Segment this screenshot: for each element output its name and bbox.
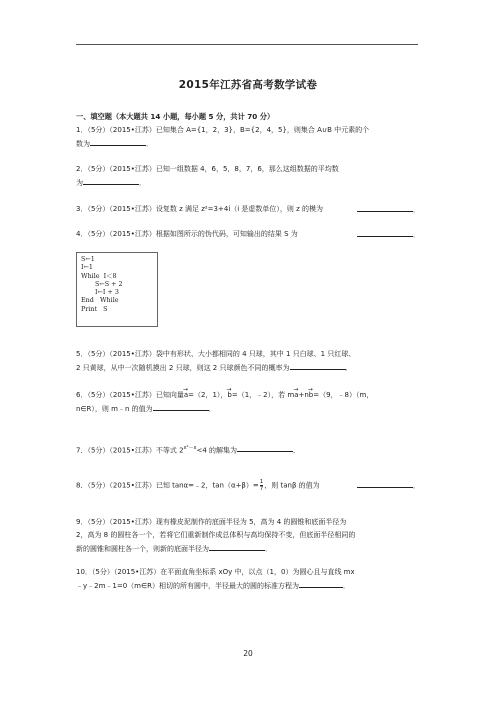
answer-blank xyxy=(209,542,265,551)
question-6: 6．（5分）（2015•江苏）已知向量→ a=（2，1），→ b=（1，﹣2），若 m→ a+n→ b=（9，﹣8）（m， n∈R），则 m﹣n 的值为 ． xyxy=(76,389,420,415)
question-9: 9．（5分）（2015•江苏）现有橡皮泥制作的底面半径为 5，高为 4 的圆锥和底面半径为 2，高为 8 的圆柱各一个，若将它们重新制作成总体积与高均保持不变，但底面半径相同的 新的圆锥和圆柱各一个，则新的底面半径为 ． xyxy=(76,518,356,553)
header-rule xyxy=(76,44,418,45)
question-1: 1．（5分）（2015•江苏）已知集合 A={1，2，3}，B={2，4，5}，则集合 A∪B 中元素的个 数为 ． xyxy=(76,126,370,148)
pseudocode-box xyxy=(76,252,158,327)
answer-blank xyxy=(299,579,343,588)
code-line: S←S + 2 xyxy=(95,279,123,288)
code-line: Print S xyxy=(81,304,108,313)
code-line: While I＜8 xyxy=(81,271,117,280)
answer-blank xyxy=(90,137,146,146)
code-line: I←I + 3 xyxy=(95,288,119,297)
page-number: 20 xyxy=(243,649,253,658)
page-title: 2015年江苏省高考数学试卷 xyxy=(178,79,318,91)
question-10: 10．（5分）（2015•江苏）在平面直角坐标系 xOy 中，以点（1，0）为圆心且与直线 mx ﹣y﹣2m﹣1=0（m∈R）相切的所有圆中，半径最大的圆的标准方程为 ． xyxy=(76,568,355,590)
question-3: 3．（5分）（2015•江苏）设复数 z 满足 z²=3+4i（i 是虚数单位），则 z 的模为 ． xyxy=(76,205,420,214)
vector-b: → b=（1，﹣2），若 m xyxy=(227,389,294,402)
question-8: 8．（5分）（2015•江苏）已知 tanα=﹣2，tan（α+β）= $\frac{1}{7}$ ，则 tanβ 的值为 ． xyxy=(76,479,420,492)
answer-blank xyxy=(357,228,413,237)
question-4: 4．（5分）（2015•江苏）根据如图所示的伪代码，可知输出的结果 S 为 ． xyxy=(76,230,420,239)
code-line: S←1 xyxy=(81,255,95,263)
question-2: 2．（5分）（2015•江苏）已知一组数据 4，6，5，8，7，6，那么这组数据的平均数 为 ． xyxy=(76,165,339,187)
answer-blank xyxy=(237,443,293,452)
answer-blank xyxy=(290,361,346,370)
code-line: End While xyxy=(81,296,119,305)
answer-blank xyxy=(83,176,139,185)
question-5: 5．（5分）（2015•江苏）袋中有形状、大小都相同的 4 只球，其中 1 只白球、1 只红球、 2 只黄球，从中一次随机摸出 2 只球，则这 2 只球颜色不同的概率为 ． xyxy=(76,350,356,372)
code-line: I←1 xyxy=(81,263,93,272)
exponent: x²－x xyxy=(183,445,197,451)
answer-blank xyxy=(357,203,413,212)
fraction: $\frac{1}{7}$ xyxy=(259,479,264,492)
answer-blank xyxy=(153,402,209,411)
section-heading: 一、填空题（本大题共 14 小题，每小题 5 分，共计 70 分） xyxy=(76,112,275,121)
answer-blank xyxy=(357,479,413,488)
question-7: 7．（5分）（2015•江苏）不等式 $2^{x^2-x}<4$ 的解集为 ． xyxy=(76,445,301,455)
vector-a: → a=（2，1）， xyxy=(184,389,228,402)
